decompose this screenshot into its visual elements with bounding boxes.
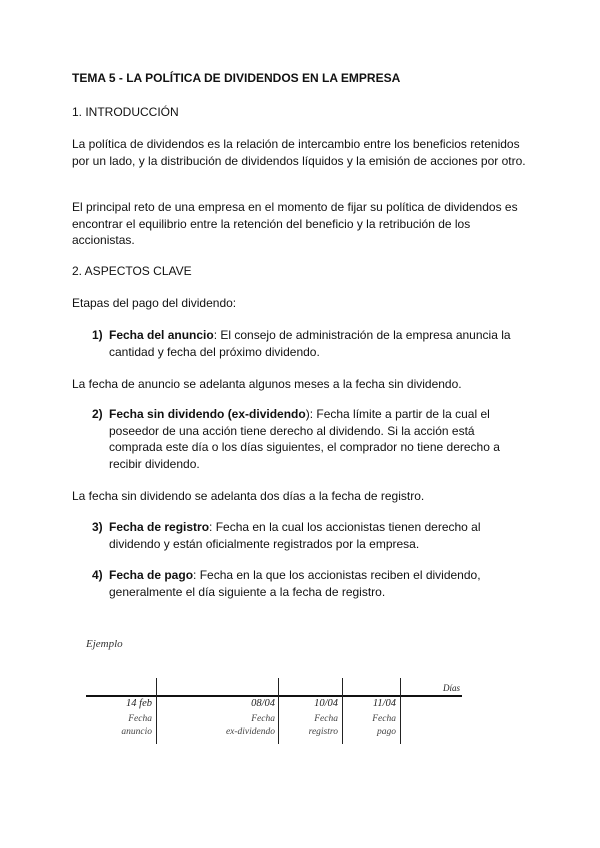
- section-1-heading: 1. INTRODUCCIÓN: [72, 105, 179, 119]
- timeline-tick: [400, 678, 401, 744]
- timeline-date-payment: 11/04: [372, 698, 396, 709]
- stage-item-announcement: [92, 327, 527, 360]
- stage-description: : Fecha en la que los accionistas reciben el dividendo, generalmente el día siguiente a la fecha de registro.: [109, 568, 481, 599]
- timeline-desc-ex-dividend: Fecha ex-dividendo: [225, 714, 275, 737]
- timeline-tick: [342, 678, 343, 744]
- stage-term: Fecha de registro: [109, 520, 210, 534]
- timeline-tick: [156, 678, 157, 744]
- document-title: TEMA 5 - LA POLÍTICA DE DIVIDENDOS EN LA EMPRESA: [72, 71, 401, 85]
- intro-paragraph-2: El principal reto de una empresa en el momento de fijar su política de dividendos es encontrar el equilibrio entre la retención del beneficio y la retribución de los accionistas.: [72, 200, 518, 247]
- stage-item-payment: [92, 567, 527, 600]
- stage-term: Fecha sin dividendo (ex-dividendo: [109, 407, 306, 421]
- note-ex-dividend: La fecha sin dividendo se adelanta dos días a la fecha de registro.: [72, 489, 425, 503]
- stage-description: : El consejo de administración de la empresa anuncia la cantidad y fecha del próximo dividendo.: [109, 328, 511, 359]
- stages-intro: Etapas del pago del dividendo:: [72, 296, 237, 310]
- stage-term: Fecha de pago: [109, 568, 194, 582]
- stage-description: : Fecha en la cual los accionistas tienen derecho al dividendo y están oficialmente registrados por la empresa.: [109, 520, 481, 551]
- timeline-desc-payment: Fecha pago: [372, 714, 396, 737]
- stage-item-ex-dividend: [92, 406, 527, 472]
- stage-number: 3): [92, 520, 103, 534]
- stage-item-record: [92, 519, 527, 552]
- stage-term: Fecha del anuncio: [109, 328, 214, 342]
- timeline-date-announcement: 14 feb: [126, 698, 152, 709]
- timeline-days-label: Días: [442, 683, 460, 693]
- note-announcement: La fecha de anuncio se adelanta algunos meses a la fecha sin dividendo.: [72, 377, 462, 391]
- section-2-heading: 2. ASPECTOS CLAVE: [72, 264, 192, 278]
- timeline-axis: [86, 695, 462, 697]
- timeline-desc-record: Fecha registro: [308, 714, 338, 737]
- timeline-desc-announcement: Fecha anuncio: [121, 714, 152, 737]
- stage-number: 2): [92, 407, 103, 421]
- timeline-date-record: 10/04: [314, 698, 338, 709]
- intro-paragraph-1: La política de dividendos es la relación de intercambio entre los beneficios retenidos por un lado, y la distribución de dividendos líquidos y la emisión de acciones por otro.: [72, 137, 526, 168]
- timeline-date-ex-dividend: 08/04: [251, 698, 275, 709]
- example-title: Ejemplo: [86, 638, 123, 650]
- stage-number: 4): [92, 568, 103, 582]
- dividend-timeline: [86, 678, 462, 744]
- timeline-tick: [278, 678, 279, 744]
- stage-description: ): Fecha límite a partir de la cual el poseedor de una acción tiene derecho al dividendo. Si la acción está comprada este día o los días siguientes, el comprador no tiene derecho a recibir dividendo.: [109, 407, 500, 471]
- stage-number: 1): [92, 328, 103, 342]
